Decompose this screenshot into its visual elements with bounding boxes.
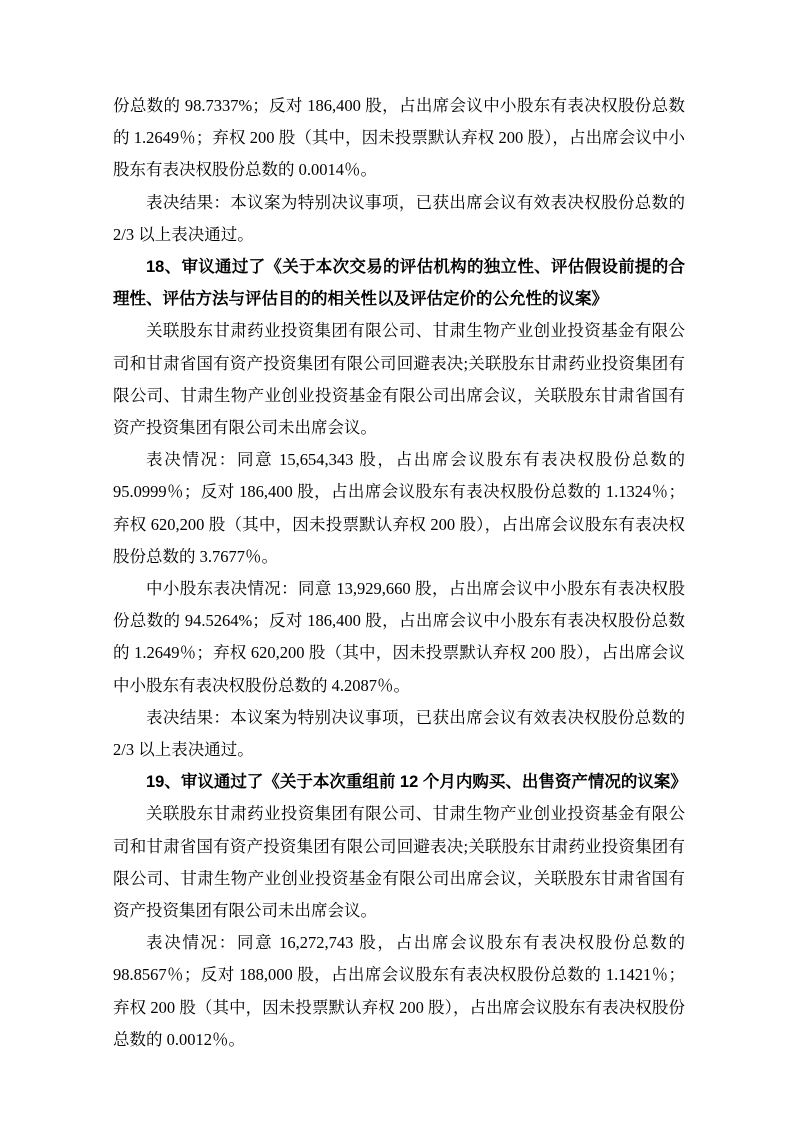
paragraph-minority-vote-continuation: 份总数的 98.7337%；反对 186,400 股，占出席会议中小股东有表决权股份总数的 1.2649％；弃权 200 股（其中，因未投票默认弃权 200 股），占出席会议中小股东有表决权股份总数的 0.0014％。: [113, 96, 685, 180]
paragraph-vote-detail-item18: 表决情况：同意 15,654,343 股，占出席会议股东有表决权股份总数的 95.0999％；反对 186,400 股，占出席会议股东有表决权股份总数的 1.1324％；弃权 620,200 股（其中，因未投票默认弃权 200 股），占出席会议股东有表决权股份总数的 3.7677％。: [113, 450, 685, 566]
paragraph-minority-vote-detail-item18: 中小股东表决情况：同意 13,929,660 股，占出席会议中小股东有表决权股份总数的 94.5264%；反对 186,400 股，占出席会议中小股东有表决权股份总数的 1.2649％；弃权 620,200 股（其中，因未投票默认弃权 200 股），占出席会议中小股东有表决权股份总数的 4.2087％。: [113, 579, 685, 695]
heading-item-19: 19、审议通过了《关于本次重组前 12 个月内购买、出售资产情况的议案》: [146, 773, 687, 792]
paragraph-related-shareholders-item19: 关联股东甘肃药业投资集团有限公司、甘肃生物产业创业投资基金有限公司和甘肃省国有资产投资集团有限公司回避表决;关联股东甘肃药业投资集团有限公司、甘肃生物产业创业投资基金有限公司出席会议，关联股东甘肃省国有资产投资集团有限公司未出席会议。: [113, 804, 685, 921]
paragraph-related-shareholders-item18: 关联股东甘肃药业投资集团有限公司、甘肃生物产业创业投资基金有限公司和甘肃省国有资产投资集团有限公司回避表决;关联股东甘肃药业投资集团有限公司、甘肃生物产业创业投资基金有限公司出席会议，关联股东甘肃省国有资产投资集团有限公司未出席会议。: [113, 321, 685, 438]
paragraph-vote-detail-item19: 表决情况：同意 16,272,743 股，占出席会议股东有表决权股份总数的 98.8567％；反对 188,000 股，占出席会议股东有表决权股份总数的 1.1421％；弃权 200 股（其中，因未投票默认弃权 200 股），占出席会议股东有表决权股份总数的 0.0012％。: [113, 933, 685, 1049]
paragraph-vote-result-item18: 表决结果：本议案为特别决议事项，已获出席会议有效表决权股份总数的 2/3 以上表决通过。: [113, 707, 685, 760]
heading-item-18: 18、审议通过了《关于本次交易的评估机构的独立性、评估假设前提的合理性、评估方法与评估目的的相关性以及评估定价的公允性的议案》: [113, 258, 685, 309]
paragraph-vote-result-item17: 表决结果：本议案为特别决议事项，已获出席会议有效表决权股份总数的 2/3 以上表决通过。: [113, 192, 685, 244]
document-body: [113, 90, 685, 1056]
